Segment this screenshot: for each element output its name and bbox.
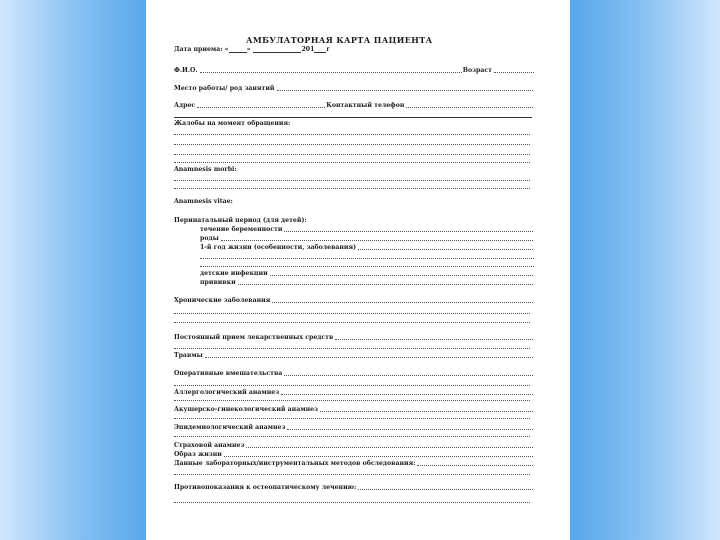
chronic-line (174, 313, 530, 314)
lifestyle-row (174, 450, 534, 458)
fio-row (174, 66, 534, 74)
medication-field (335, 339, 533, 340)
age-label: Возраст (462, 66, 492, 74)
contraindications-row (174, 483, 534, 491)
address-row (174, 101, 534, 109)
divider-line (174, 117, 532, 118)
allergy-row (174, 388, 534, 396)
perinatal-label: Перинатальный период (для детей): (174, 216, 307, 224)
surgery-line (174, 385, 530, 386)
vaccinations-field (238, 284, 533, 285)
lab-data-label: Данные лабораторных/инструментальных методов обследования: (174, 459, 416, 467)
injuries-label: Травмы (174, 351, 203, 359)
surgery-field (284, 375, 533, 376)
work-row (174, 84, 534, 92)
address-label: Адрес (174, 101, 196, 109)
first-year-label: 1-й год жизни (особенности, заболевания) (200, 243, 357, 251)
work-field (277, 90, 533, 91)
fio-label: Ф.И.О. (174, 66, 198, 74)
obstetric-row (174, 405, 534, 413)
chronic-label: Хронические заболевания (174, 296, 271, 304)
birth-row (200, 234, 534, 242)
date-year: 201 (301, 46, 315, 53)
address-field (197, 107, 325, 108)
surgery-row (174, 369, 534, 377)
infections-field (270, 275, 533, 276)
document-page (146, 0, 570, 540)
anamnesis-vitae-row (174, 197, 534, 205)
infections-label: детские инфекции (200, 269, 268, 277)
first-year-line (200, 258, 534, 259)
contraindications-line (174, 502, 530, 503)
first-year-row (200, 243, 534, 251)
insurance-row (174, 441, 534, 449)
allergy-field (281, 394, 533, 395)
date-end: г (326, 46, 331, 53)
complaints-line (174, 154, 530, 155)
obstetric-label: Акушерско-гинекологический анамнез (174, 405, 318, 413)
anamnesis-morbi-row (174, 165, 534, 173)
obstetric-field (320, 411, 533, 412)
allergy-line (174, 400, 530, 401)
complaints-line (174, 144, 530, 145)
contraindications-field (358, 489, 533, 490)
first-year-line (200, 266, 534, 267)
vaccinations-row (200, 278, 534, 286)
lab-data-line (174, 474, 530, 475)
vaccinations-label: прививки (200, 278, 236, 286)
morbi-line (174, 188, 530, 189)
pregnancy-label: течение беременности (200, 225, 283, 233)
morbi-line (174, 180, 530, 181)
obstetric-line (174, 418, 530, 419)
insurance-label: Страховой анамнез (174, 441, 245, 449)
chronic-field (272, 302, 533, 303)
birth-label: роды (200, 234, 219, 242)
pregnancy-row (200, 225, 534, 233)
lab-data-row (174, 459, 534, 467)
year-field (314, 52, 326, 53)
chronic-row (174, 296, 534, 304)
phone-field (406, 107, 533, 108)
epidemiological-label: Эпидемиологический анамнез (174, 423, 286, 431)
epidemiological-field (287, 429, 533, 430)
chronic-line (174, 322, 530, 323)
fio-field (200, 72, 462, 73)
injuries-row (174, 351, 534, 359)
injuries-field (205, 357, 533, 358)
phone-label: Контактный телефон (326, 101, 405, 109)
medication-label: Постоянный прием лекарственных средств (174, 333, 334, 341)
complaints-label: Жалобы на момент обращения: (174, 119, 291, 127)
epidemiological-line (174, 436, 530, 437)
allergy-label: Аллергологический анамнез (174, 388, 280, 396)
lifestyle-label: Образ жизни (174, 450, 222, 458)
anamnesis-morbi-label: Anamnesis morbi: (174, 165, 237, 173)
complaints-line (174, 134, 530, 135)
date-mid: » (246, 46, 251, 53)
work-label: Место работы/ род занятий (174, 84, 275, 92)
medication-line (174, 348, 530, 349)
perinatal-row (174, 216, 534, 224)
infections-row (200, 269, 534, 277)
anamnesis-vitae-label: Anamnesis vitae: (174, 197, 233, 205)
contraindications-label: Противопоказания к остеопатическому лечению: (174, 483, 357, 491)
pregnancy-field (284, 231, 533, 232)
age-field (494, 72, 534, 73)
surgery-label: Оперативные вмешательства (174, 369, 283, 377)
month-field (253, 52, 301, 53)
epidemiological-row (174, 423, 534, 431)
medication-row (174, 333, 534, 341)
birth-field (221, 240, 533, 241)
lab-data-field (417, 465, 533, 466)
day-field (229, 52, 247, 53)
insurance-field (246, 447, 533, 448)
first-year-field (358, 249, 533, 250)
date-label: Дата приема: « (174, 46, 229, 53)
date-row (174, 47, 330, 53)
complaints-line (174, 162, 530, 163)
document-title: АМБУЛАТОРНАЯ КАРТА ПАЦИЕНТА (246, 35, 433, 45)
complaints-row (174, 119, 534, 127)
lifestyle-field (224, 456, 533, 457)
